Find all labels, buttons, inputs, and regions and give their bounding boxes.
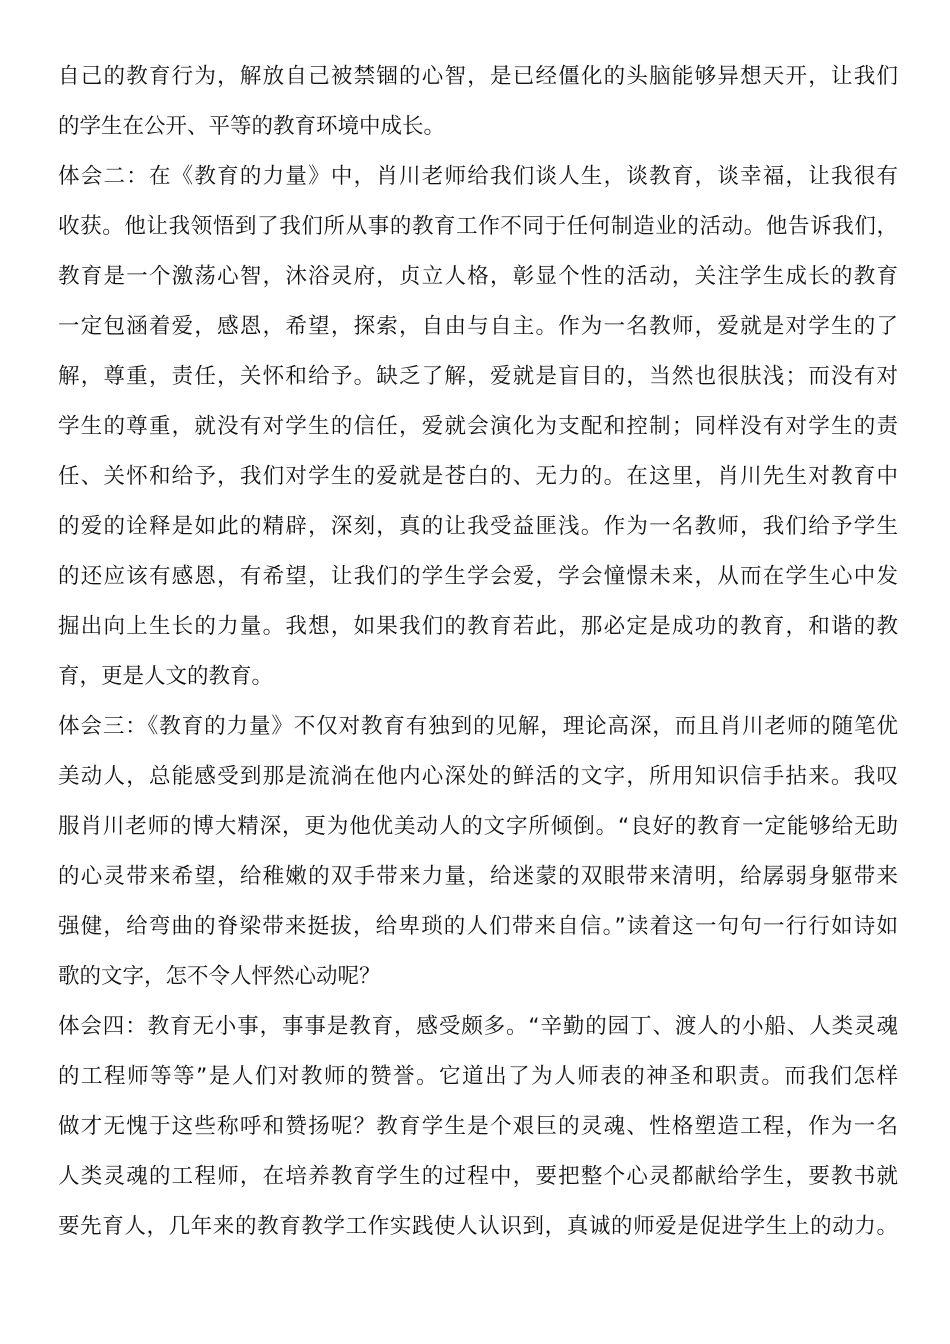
text-line-17: 的心灵带来希望，给稚嫩的双手带来力量，给迷蒙的双眼带来清明，给孱弱身躯带来	[58, 864, 898, 889]
text-line-20: 体会四：教育无小事，事事是教育，感受颇多。“辛勤的园丁、渡人的小船、人类灵魂	[58, 1014, 898, 1039]
text-line-15: 美动人，总能感受到那是流淌在他内心深处的鲜活的文字，所用知识信手拈来。我叹	[58, 764, 898, 789]
text-line-14: 体会三：《教育的力量》不仅对教育有独到的见解，理论高深，而且肖川老师的随笔优	[58, 714, 898, 739]
text-line-5: 教育是一个激荡心智，沐浴灵府，贞立人格，彰显个性的活动，关注学生成长的教育	[58, 264, 898, 289]
text-line-2: 的学生在公开、平等的教育环境中成长。	[58, 114, 446, 139]
text-line-22: 做才无愧于这些称呼和赞扬呢？教育学生是个艰巨的灵魂、性格塑造工程，作为一名	[58, 1114, 898, 1139]
text-line-16: 服肖川老师的博大精深，更为他优美动人的文字所倾倒。“良好的教育一定能够给无助	[58, 814, 898, 839]
text-line-10: 的爱的诠释是如此的精辟，深刻，真的让我受益匪浅。作为一名教师，我们给予学生	[58, 514, 898, 539]
text-line-3: 体会二：在《教育的力量》中，肖川老师给我们谈人生，谈教育，谈幸福，让我很有	[58, 164, 898, 189]
text-line-7: 解，尊重，责任，关怀和给予。缺乏了解，爱就是盲目的，当然也很肤浅；而没有对	[58, 364, 898, 389]
text-line-24: 要先育人，几年来的教育教学工作实践使人认识到，真诚的师爱是促进学生上的动力。	[58, 1214, 898, 1239]
text-line-1: 自己的教育行为，解放自己被禁锢的心智，是已经僵化的头脑能够异想天开，让我们	[58, 64, 898, 89]
text-line-6: 一定包涵着爱，感恩，希望，探索，自由与自主。作为一名教师，爱就是对学生的了	[58, 314, 898, 339]
text-line-4: 收获。他让我领悟到了我们所从事的教育工作不同于任何制造业的活动。他告诉我们，	[58, 214, 898, 239]
text-line-13: 育，更是人文的教育。	[58, 664, 274, 689]
text-line-9: 任、关怀和给予，我们对学生的爱就是苍白的、无力的。在这里，肖川先生对教育中	[58, 464, 898, 489]
text-line-12: 掘出向上生长的力量。我想，如果我们的教育若此，那必定是成功的教育，和谐的教	[58, 614, 898, 639]
text-line-23: 人类灵魂的工程师，在培养教育学生的过程中，要把整个心灵都献给学生，要教书就	[58, 1164, 898, 1189]
document-body	[58, 52, 898, 1252]
text-line-21: 的工程师等等”是人们对教师的赞誉。它道出了为人师表的神圣和职责。而我们怎样	[58, 1064, 898, 1089]
text-line-18: 强健，给弯曲的脊梁带来挺拔，给卑琐的人们带来自信。”读着这一句句一行行如诗如	[58, 914, 898, 939]
text-line-19: 歌的文字，怎不令人怦然心动呢？	[58, 964, 381, 989]
text-line-11: 的还应该有感恩，有希望，让我们的学生学会爱，学会憧憬未来，从而在学生心中发	[58, 564, 898, 589]
text-line-8: 学生的尊重，就没有对学生的信任，爱就会演化为支配和控制；同样没有对学生的责	[58, 414, 898, 439]
